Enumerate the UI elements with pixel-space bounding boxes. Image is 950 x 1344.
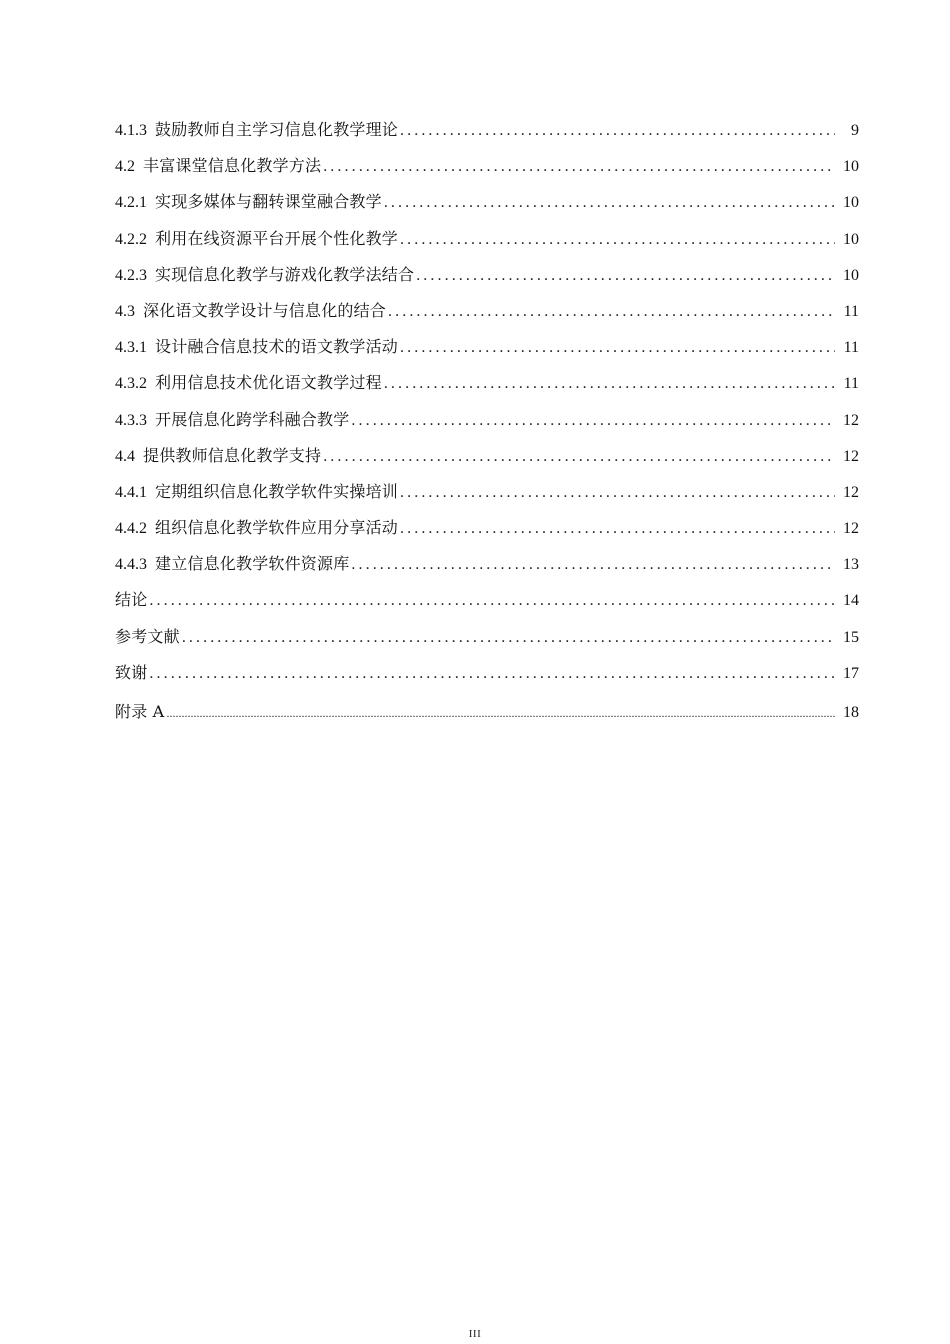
toc-entry-title: 提供教师信息化教学支持 <box>143 445 322 465</box>
toc-entry[interactable] <box>115 700 859 736</box>
toc-entry-number: 4.1.3 <box>115 122 147 139</box>
toc-entry[interactable] <box>115 516 859 552</box>
toc-leader-dots <box>400 228 835 252</box>
toc-entry-number: 4.3.3 <box>115 411 147 429</box>
toc-entry-page: 11 <box>843 302 859 320</box>
toc-entry-number: 4.3.1 <box>115 339 147 357</box>
toc-entry-title: 建立信息化教学软件资源库 <box>155 554 350 574</box>
toc-entry-title: 开展信息化跨学科融合教学 <box>155 409 350 429</box>
toc-entry-title: 参考文献 <box>115 626 180 646</box>
toc-entry[interactable] <box>115 588 859 624</box>
toc-entry-number: 4.4 <box>115 447 135 465</box>
toc-leader-dots <box>416 264 835 288</box>
toc-leader-dots <box>323 445 835 469</box>
toc-entry-title: 鼓励教师自主学习信息化教学理论 <box>155 120 399 139</box>
toc-entry[interactable] <box>115 408 859 444</box>
toc-entry-number: 4.2 <box>115 158 135 176</box>
toc-entry[interactable] <box>115 661 859 697</box>
toc-entry[interactable] <box>115 154 859 190</box>
toc-entry-title: 附录 A <box>115 702 165 721</box>
toc-entry-page: 13 <box>843 556 859 574</box>
toc-entry-page: 10 <box>843 194 859 212</box>
toc-entry-title: 设计融合信息技术的语文教学活动 <box>155 337 399 357</box>
toc-leader-dots <box>384 372 835 396</box>
toc-entry-page: 17 <box>843 664 859 682</box>
toc-entry-page: 10 <box>843 266 859 284</box>
toc-entry-title: 利用信息技术优化语文教学过程 <box>155 373 382 393</box>
toc-entry[interactable] <box>115 444 859 480</box>
toc-leader-dots <box>182 626 835 650</box>
toc-entry-number: 4.4.3 <box>115 556 147 574</box>
toc-leader-dots <box>149 589 835 613</box>
toc-leader-dots <box>323 155 835 179</box>
toc-leader-dots <box>388 300 835 324</box>
toc-entry[interactable] <box>115 552 859 588</box>
toc-leader-dots <box>400 481 835 505</box>
toc-leader-dots <box>384 191 835 215</box>
toc-entry-title: 实现多媒体与翻转课堂融合教学 <box>155 192 382 212</box>
toc-entry-number: 4.2.3 <box>115 266 147 284</box>
toc-entry-page: 14 <box>843 592 859 610</box>
toc-entry[interactable] <box>115 371 859 407</box>
toc-leader-dots <box>400 336 835 360</box>
toc-entry-page: 9 <box>851 122 859 139</box>
toc-entry[interactable] <box>115 118 859 154</box>
toc-entry-number: 4.3.2 <box>115 375 147 393</box>
toc-entry-page: 12 <box>843 411 859 429</box>
toc-entry-number: 4.3 <box>115 302 135 320</box>
toc-leader-dots <box>166 701 835 725</box>
toc-entry-page: 12 <box>843 483 859 501</box>
toc-entry[interactable] <box>115 227 859 263</box>
toc-entry-title: 致谢 <box>115 662 148 682</box>
toc-leader-dots <box>400 517 835 541</box>
toc-entry-page: 11 <box>843 375 859 393</box>
toc-entry-title: 组织信息化教学软件应用分享活动 <box>155 518 399 538</box>
toc-entry-title: 结论 <box>115 590 148 610</box>
toc-entry-page: 18 <box>843 704 859 721</box>
toc-entry[interactable] <box>115 190 859 226</box>
toc-entry-page: 12 <box>843 520 859 538</box>
toc-entry[interactable] <box>115 335 859 371</box>
toc-entry[interactable] <box>115 299 859 335</box>
toc-entry-number: 4.2.2 <box>115 230 147 248</box>
toc-entry-page: 10 <box>843 158 859 176</box>
toc-entry-page: 12 <box>843 447 859 465</box>
toc-leader-dots <box>351 409 835 433</box>
toc-entry-title: 实现信息化教学与游戏化教学法结合 <box>155 264 415 284</box>
toc-entry-page: 15 <box>843 628 859 646</box>
toc-entry-page: 10 <box>843 230 859 248</box>
table-of-contents <box>115 118 859 736</box>
toc-leader-dots <box>351 553 835 577</box>
toc-leader-dots <box>400 119 835 143</box>
toc-entry-title: 深化语文教学设计与信息化的结合 <box>143 300 387 320</box>
toc-entry[interactable] <box>115 480 859 516</box>
toc-entry-number: 4.2.1 <box>115 194 147 212</box>
toc-entry-title: 丰富课堂信息化教学方法 <box>143 156 322 176</box>
toc-leader-dots <box>149 662 835 686</box>
toc-entry-number: 4.4.2 <box>115 520 147 538</box>
toc-entry-number: 4.4.1 <box>115 483 147 501</box>
toc-entry-title: 定期组织信息化教学软件实操培训 <box>155 481 399 501</box>
toc-entry[interactable] <box>115 625 859 661</box>
toc-entry[interactable] <box>115 263 859 299</box>
toc-entry-page: 11 <box>843 339 859 357</box>
toc-entry-title: 利用在线资源平台开展个性化教学 <box>155 228 399 248</box>
page-number: III <box>468 1328 482 1340</box>
